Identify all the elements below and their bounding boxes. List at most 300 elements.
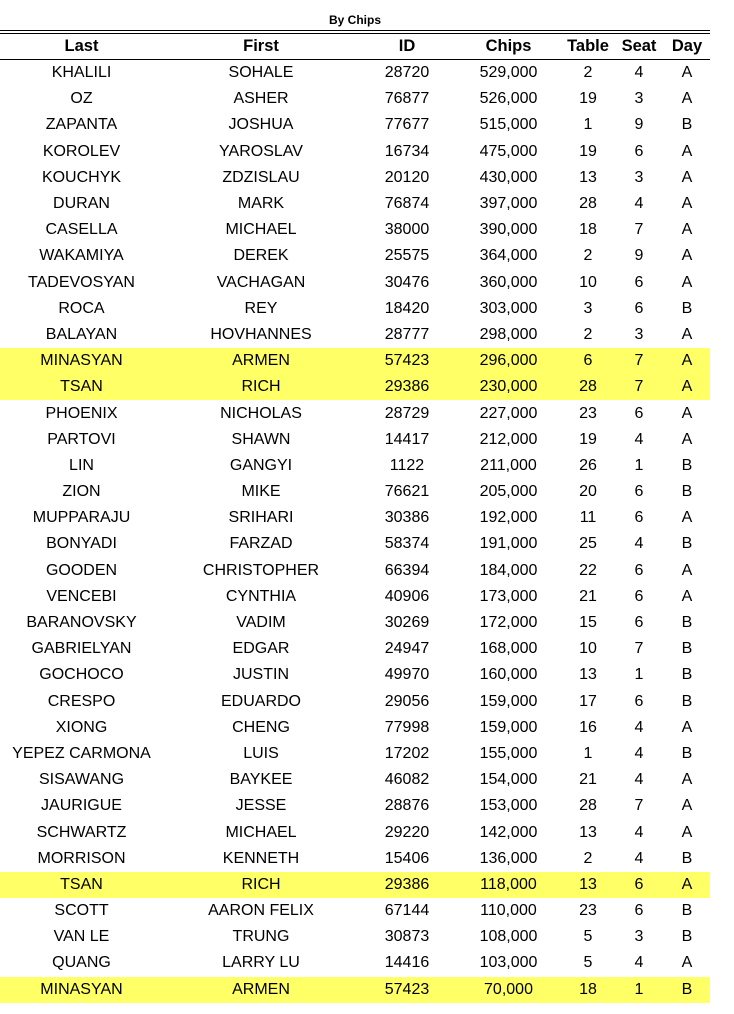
cell-chips: 70,000 xyxy=(455,977,562,1003)
cell-day: B xyxy=(681,692,693,710)
cell-table: 1 xyxy=(583,744,593,762)
cell-chips: 205,000 xyxy=(479,483,538,501)
cell-last: SCOTT xyxy=(54,902,109,920)
cell-last: BARANOVSKY xyxy=(26,614,137,632)
cell-first: REY xyxy=(244,299,278,317)
cell-seat: 4 xyxy=(634,744,644,762)
cell-id: 28876 xyxy=(384,797,430,815)
cell-table: 28 xyxy=(579,797,597,815)
cell-first: VACHAGAN xyxy=(216,273,306,291)
cell-id: 30386 xyxy=(384,509,430,527)
cell-seat: 4 xyxy=(634,718,644,736)
cell-seat: 4 xyxy=(634,430,644,448)
cell-chips: 153,000 xyxy=(479,797,538,815)
cell-id: 1122 xyxy=(389,456,425,474)
cell-chips: 136,000 xyxy=(479,849,538,867)
cell-last: PHOENIX xyxy=(45,404,118,422)
cell-last: VENCEBI xyxy=(46,587,117,605)
cell-id: 25575 xyxy=(384,247,430,265)
table-row xyxy=(0,636,710,662)
cell-seat: 6 xyxy=(634,142,644,160)
cell-day: B xyxy=(681,744,693,762)
cell-first: GANGYI xyxy=(229,456,293,474)
cell-last: TADEVOSYAN xyxy=(28,273,135,291)
cell-seat: 3 xyxy=(634,928,644,946)
cell-table: 20 xyxy=(579,483,597,501)
table-row xyxy=(0,270,710,296)
table-row xyxy=(0,689,710,715)
cell-first: LARRY LU xyxy=(222,954,300,972)
table-row xyxy=(0,584,710,610)
cell-day: A xyxy=(664,374,710,400)
column-header-last: Last xyxy=(0,34,163,60)
cell-first: SHAWN xyxy=(231,430,291,448)
table-row xyxy=(0,793,710,819)
cell-first: MARK xyxy=(237,195,285,213)
table-body xyxy=(0,60,710,1003)
cell-last: ROCA xyxy=(58,299,105,317)
cell-last: BALAYAN xyxy=(45,325,118,343)
cell-table: 5 xyxy=(583,928,593,946)
cell-day: A xyxy=(681,771,693,789)
cell-table: 13 xyxy=(579,823,597,841)
cell-id: 49970 xyxy=(384,666,430,684)
cell-id: 30476 xyxy=(384,273,430,291)
cell-first: SRIHARI xyxy=(228,509,294,527)
cell-seat: 3 xyxy=(634,90,644,108)
cell-day: A xyxy=(681,195,693,213)
cell-last: GOCHOCO xyxy=(39,666,124,684)
cell-seat: 6 xyxy=(634,483,644,501)
table-row xyxy=(0,558,710,584)
table-row xyxy=(0,846,710,872)
table-row xyxy=(0,662,710,688)
cell-first: CYNTHIA xyxy=(225,587,297,605)
cell-id: 77677 xyxy=(384,116,430,134)
cell-id: 29220 xyxy=(384,823,430,841)
cell-table: 2 xyxy=(583,325,593,343)
table-row xyxy=(0,243,710,269)
cell-first: JUSTIN xyxy=(233,666,289,684)
cell-last: LIN xyxy=(69,456,94,474)
cell-last: SISAWANG xyxy=(38,771,125,789)
table-row-highlighted xyxy=(0,977,710,1003)
cell-id: 29056 xyxy=(384,692,430,710)
cell-first: MICHAEL xyxy=(225,823,297,841)
cell-first: ARMEN xyxy=(163,977,359,1003)
cell-chips: 303,000 xyxy=(479,299,538,317)
cell-id: 29386 xyxy=(359,872,455,898)
cell-first: JOSHUA xyxy=(228,116,294,134)
cell-last: OZ xyxy=(70,90,93,108)
cell-last: PARTOVI xyxy=(47,430,116,448)
cell-first: ARMEN xyxy=(163,348,359,374)
cell-seat: 6 xyxy=(634,299,644,317)
cell-day: A xyxy=(681,168,693,186)
cell-table: 17 xyxy=(579,692,597,710)
cell-day: B xyxy=(681,928,693,946)
cell-chips: 430,000 xyxy=(479,168,538,186)
cell-id: 28720 xyxy=(384,64,430,82)
cell-last: MINASYAN xyxy=(0,348,163,374)
cell-first: YAROSLAV xyxy=(219,142,303,160)
cell-first: LUIS xyxy=(243,744,279,762)
cell-first: CHENG xyxy=(232,718,290,736)
cell-first: ZDZISLAU xyxy=(222,168,300,186)
cell-id: 58374 xyxy=(384,535,430,553)
cell-id: 40906 xyxy=(384,587,430,605)
cell-chips: 475,000 xyxy=(479,142,538,160)
cell-day: A xyxy=(681,273,693,291)
cell-id: 30269 xyxy=(384,614,430,632)
cell-day: B xyxy=(681,849,693,867)
cell-day: A xyxy=(681,587,693,605)
cell-chips: 397,000 xyxy=(479,195,538,213)
cell-chips: 298,000 xyxy=(479,325,538,343)
cell-id: 38000 xyxy=(384,221,430,239)
cell-table: 21 xyxy=(579,771,597,789)
cell-id: 16734 xyxy=(384,142,430,160)
table-row xyxy=(0,322,710,348)
cell-last: TSAN xyxy=(0,872,163,898)
cell-seat: 9 xyxy=(634,116,644,134)
header-row xyxy=(0,34,710,60)
cell-day: A xyxy=(681,247,693,265)
cell-first: DEREK xyxy=(233,247,289,265)
cell-day: B xyxy=(681,640,693,658)
cell-table: 3 xyxy=(583,299,593,317)
column-header-first: First xyxy=(163,34,359,60)
cell-day: A xyxy=(664,348,710,374)
cell-chips: 296,000 xyxy=(455,348,562,374)
cell-first: EDGAR xyxy=(232,640,290,658)
cell-chips: 212,000 xyxy=(479,430,538,448)
cell-table: 18 xyxy=(579,221,597,239)
cell-chips: 191,000 xyxy=(479,535,538,553)
table-row xyxy=(0,479,710,505)
cell-chips: 168,000 xyxy=(479,640,538,658)
cell-seat: 3 xyxy=(634,168,644,186)
cell-table: 11 xyxy=(579,509,597,527)
cell-table: 5 xyxy=(583,954,593,972)
cell-first: FARZAD xyxy=(229,535,293,553)
table-row xyxy=(0,531,710,557)
cell-last: TSAN xyxy=(0,374,163,400)
cell-last: MINASYAN xyxy=(0,977,163,1003)
table-row xyxy=(0,453,710,479)
cell-day: A xyxy=(681,404,693,422)
cell-seat: 4 xyxy=(634,849,644,867)
cell-id: 46082 xyxy=(384,771,430,789)
cell-id: 20120 xyxy=(384,168,430,186)
cell-day: B xyxy=(681,299,693,317)
cell-id: 76874 xyxy=(384,195,430,213)
cell-chips: 390,000 xyxy=(479,221,538,239)
cell-last: GOODEN xyxy=(45,561,118,579)
cell-first: EDUARDO xyxy=(220,692,301,710)
cell-day: B xyxy=(664,977,710,1003)
cell-chips: 159,000 xyxy=(479,718,538,736)
cell-chips: 192,000 xyxy=(479,509,538,527)
cell-table: 21 xyxy=(579,587,597,605)
cell-chips: 211,000 xyxy=(480,456,537,474)
cell-day: A xyxy=(681,64,693,82)
cell-seat: 4 xyxy=(634,771,644,789)
cell-table: 23 xyxy=(579,902,597,920)
column-header-chips: Chips xyxy=(455,34,562,60)
cell-id: 28729 xyxy=(384,404,430,422)
cell-table: 13 xyxy=(579,168,597,186)
cell-id: 29386 xyxy=(359,374,455,400)
cell-table: 2 xyxy=(583,64,593,82)
cell-day: B xyxy=(681,535,693,553)
table-row-highlighted xyxy=(0,348,710,374)
cell-seat: 9 xyxy=(634,247,644,265)
cell-chips: 160,000 xyxy=(479,666,538,684)
cell-chips: 108,000 xyxy=(479,928,538,946)
cell-seat: 6 xyxy=(634,902,644,920)
cell-first: RICH xyxy=(163,872,359,898)
cell-day: B xyxy=(681,456,693,474)
cell-table: 28 xyxy=(562,374,614,400)
cell-last: KOROLEV xyxy=(42,142,121,160)
cell-table: 19 xyxy=(579,142,597,160)
cell-seat: 6 xyxy=(634,614,644,632)
cell-last: KHALILI xyxy=(51,64,112,82)
cell-id: 57423 xyxy=(359,348,455,374)
column-header-table: Table xyxy=(562,34,614,60)
sheet-title: By Chips xyxy=(328,13,381,27)
cell-chips: 110,000 xyxy=(480,902,537,920)
cell-id: 66394 xyxy=(384,561,430,579)
cell-chips: 159,000 xyxy=(479,692,538,710)
cell-day: A xyxy=(681,954,693,972)
cell-chips: 118,000 xyxy=(455,872,562,898)
cell-day: A xyxy=(681,823,693,841)
cell-seat: 6 xyxy=(614,872,664,898)
cell-table: 19 xyxy=(579,90,597,108)
cell-last: ZAPANTA xyxy=(45,116,118,134)
cell-day: A xyxy=(681,718,693,736)
cell-table: 15 xyxy=(579,614,597,632)
column-header-id: ID xyxy=(359,34,455,60)
cell-seat: 7 xyxy=(634,640,644,658)
cell-seat: 7 xyxy=(634,221,644,239)
table-row-highlighted xyxy=(0,872,710,898)
cell-last: JAURIGUE xyxy=(41,797,122,815)
cell-day: B xyxy=(681,614,693,632)
table-row xyxy=(0,505,710,531)
cell-chips: 364,000 xyxy=(479,247,538,265)
cell-last: VAN LE xyxy=(53,928,110,946)
cell-seat: 4 xyxy=(634,954,644,972)
cell-id: 67144 xyxy=(384,902,430,920)
cell-day: B xyxy=(681,116,693,134)
cell-table: 18 xyxy=(562,977,614,1003)
cell-day: B xyxy=(681,666,693,684)
cell-id: 18420 xyxy=(384,299,430,317)
cell-first: KENNETH xyxy=(222,849,300,867)
cell-seat: 7 xyxy=(614,348,664,374)
cell-id: 57423 xyxy=(359,977,455,1003)
cell-id: 76877 xyxy=(384,90,430,108)
cell-id: 30873 xyxy=(384,928,430,946)
cell-day: A xyxy=(664,872,710,898)
cell-first: ASHER xyxy=(233,90,289,108)
table-row xyxy=(0,741,710,767)
table-row xyxy=(0,139,710,165)
table-row-highlighted xyxy=(0,374,710,400)
table-row xyxy=(0,819,710,845)
table-row xyxy=(0,898,710,924)
cell-id: 14416 xyxy=(384,954,430,972)
cell-first: BAYKEE xyxy=(229,771,293,789)
cell-chips: 360,000 xyxy=(479,273,538,291)
cell-seat: 7 xyxy=(634,797,644,815)
cell-first: MIKE xyxy=(241,483,281,501)
cell-chips: 227,000 xyxy=(479,404,538,422)
cell-day: A xyxy=(681,90,693,108)
cell-last: ZION xyxy=(62,483,101,501)
cell-first: HOVHANNES xyxy=(210,325,312,343)
table-row xyxy=(0,86,710,112)
cell-table: 26 xyxy=(579,456,597,474)
cell-day: A xyxy=(681,509,693,527)
cell-seat: 4 xyxy=(634,823,644,841)
cell-table: 13 xyxy=(579,666,597,684)
cell-table: 16 xyxy=(579,718,597,736)
cell-table: 10 xyxy=(579,273,597,291)
cell-chips: 172,000 xyxy=(479,614,538,632)
column-header-day: Day xyxy=(664,34,710,60)
cell-table: 23 xyxy=(579,404,597,422)
cell-table: 6 xyxy=(562,348,614,374)
cell-id: 28777 xyxy=(384,325,430,343)
cell-id: 24947 xyxy=(384,640,430,658)
cell-chips: 529,000 xyxy=(479,64,538,82)
table-row xyxy=(0,610,710,636)
cell-day: B xyxy=(681,902,693,920)
cell-table: 19 xyxy=(579,430,597,448)
cell-id: 17202 xyxy=(384,744,430,762)
cell-last: BONYADI xyxy=(46,535,117,553)
table-row xyxy=(0,191,710,217)
cell-last: DURAN xyxy=(53,195,110,213)
cell-id: 14417 xyxy=(384,430,430,448)
cell-seat: 6 xyxy=(634,587,644,605)
cell-id: 15406 xyxy=(384,849,430,867)
cell-first: SOHALE xyxy=(228,64,294,82)
cell-seat: 6 xyxy=(634,561,644,579)
cell-seat: 3 xyxy=(634,325,644,343)
cell-seat: 6 xyxy=(634,273,644,291)
table-row xyxy=(0,767,710,793)
cell-first: TRUNG xyxy=(232,928,290,946)
cell-first: MICHAEL xyxy=(225,221,297,239)
cell-first: NICHOLAS xyxy=(220,404,302,422)
cell-chips: 230,000 xyxy=(455,374,562,400)
cell-day: A xyxy=(681,325,693,343)
cell-first: AARON FELIX xyxy=(208,902,314,920)
cell-seat: 1 xyxy=(634,456,644,474)
cell-chips: 515,000 xyxy=(479,116,538,134)
cell-seat: 4 xyxy=(634,64,644,82)
cell-chips: 173,000 xyxy=(479,587,538,605)
cell-last: XIONG xyxy=(55,718,108,736)
cell-last: MORRISON xyxy=(37,849,126,867)
cell-last: GABRIELYAN xyxy=(31,640,132,658)
cell-seat: 6 xyxy=(634,404,644,422)
table-row xyxy=(0,60,710,87)
cell-table: 1 xyxy=(583,116,593,134)
cell-table: 2 xyxy=(583,247,593,265)
chip-count-table xyxy=(0,34,710,1003)
cell-last: QUANG xyxy=(52,954,111,972)
cell-seat: 6 xyxy=(634,692,644,710)
cell-chips: 184,000 xyxy=(479,561,538,579)
cell-table: 28 xyxy=(579,195,597,213)
cell-id: 76621 xyxy=(384,483,430,501)
cell-id: 77998 xyxy=(384,718,430,736)
cell-day: A xyxy=(681,221,693,239)
cell-table: 13 xyxy=(562,872,614,898)
cell-seat: 1 xyxy=(634,666,644,684)
cell-last: CASELLA xyxy=(45,221,118,239)
cell-table: 2 xyxy=(583,849,593,867)
cell-day: A xyxy=(681,142,693,160)
table-row xyxy=(0,924,710,950)
cell-table: 22 xyxy=(579,561,597,579)
cell-last: KOUCHYK xyxy=(41,168,122,186)
cell-seat: 4 xyxy=(634,195,644,213)
cell-day: A xyxy=(681,797,693,815)
cell-first: VADIM xyxy=(236,614,286,632)
cell-seat: 4 xyxy=(634,535,644,553)
cell-seat: 6 xyxy=(634,509,644,527)
table-row xyxy=(0,296,710,322)
cell-chips: 142,000 xyxy=(479,823,538,841)
cell-first: JESSE xyxy=(235,797,287,815)
chip-count-sheet xyxy=(0,10,710,1003)
table-row xyxy=(0,427,710,453)
table-row xyxy=(0,165,710,191)
table-row xyxy=(0,950,710,976)
cell-table: 10 xyxy=(579,640,597,658)
cell-seat: 7 xyxy=(614,374,664,400)
table-row xyxy=(0,217,710,243)
cell-first: CHRISTOPHER xyxy=(202,561,320,579)
column-header-seat: Seat xyxy=(614,34,664,60)
cell-chips: 526,000 xyxy=(479,90,538,108)
cell-chips: 154,000 xyxy=(479,771,538,789)
cell-day: A xyxy=(681,430,693,448)
cell-chips: 103,000 xyxy=(479,954,538,972)
cell-last: WAKAMIYA xyxy=(39,247,124,265)
cell-table: 25 xyxy=(579,535,597,553)
cell-seat: 1 xyxy=(614,977,664,1003)
cell-last: MUPPARAJU xyxy=(32,509,131,527)
cell-last: SCHWARTZ xyxy=(36,823,127,841)
table-row xyxy=(0,400,710,426)
cell-last: YEPEZ CARMONA xyxy=(12,744,151,762)
table-row xyxy=(0,112,710,138)
cell-day: A xyxy=(681,561,693,579)
cell-day: B xyxy=(681,483,693,501)
cell-chips: 155,000 xyxy=(479,744,538,762)
cell-first: RICH xyxy=(163,374,359,400)
table-row xyxy=(0,715,710,741)
cell-last: CRESPO xyxy=(47,692,116,710)
